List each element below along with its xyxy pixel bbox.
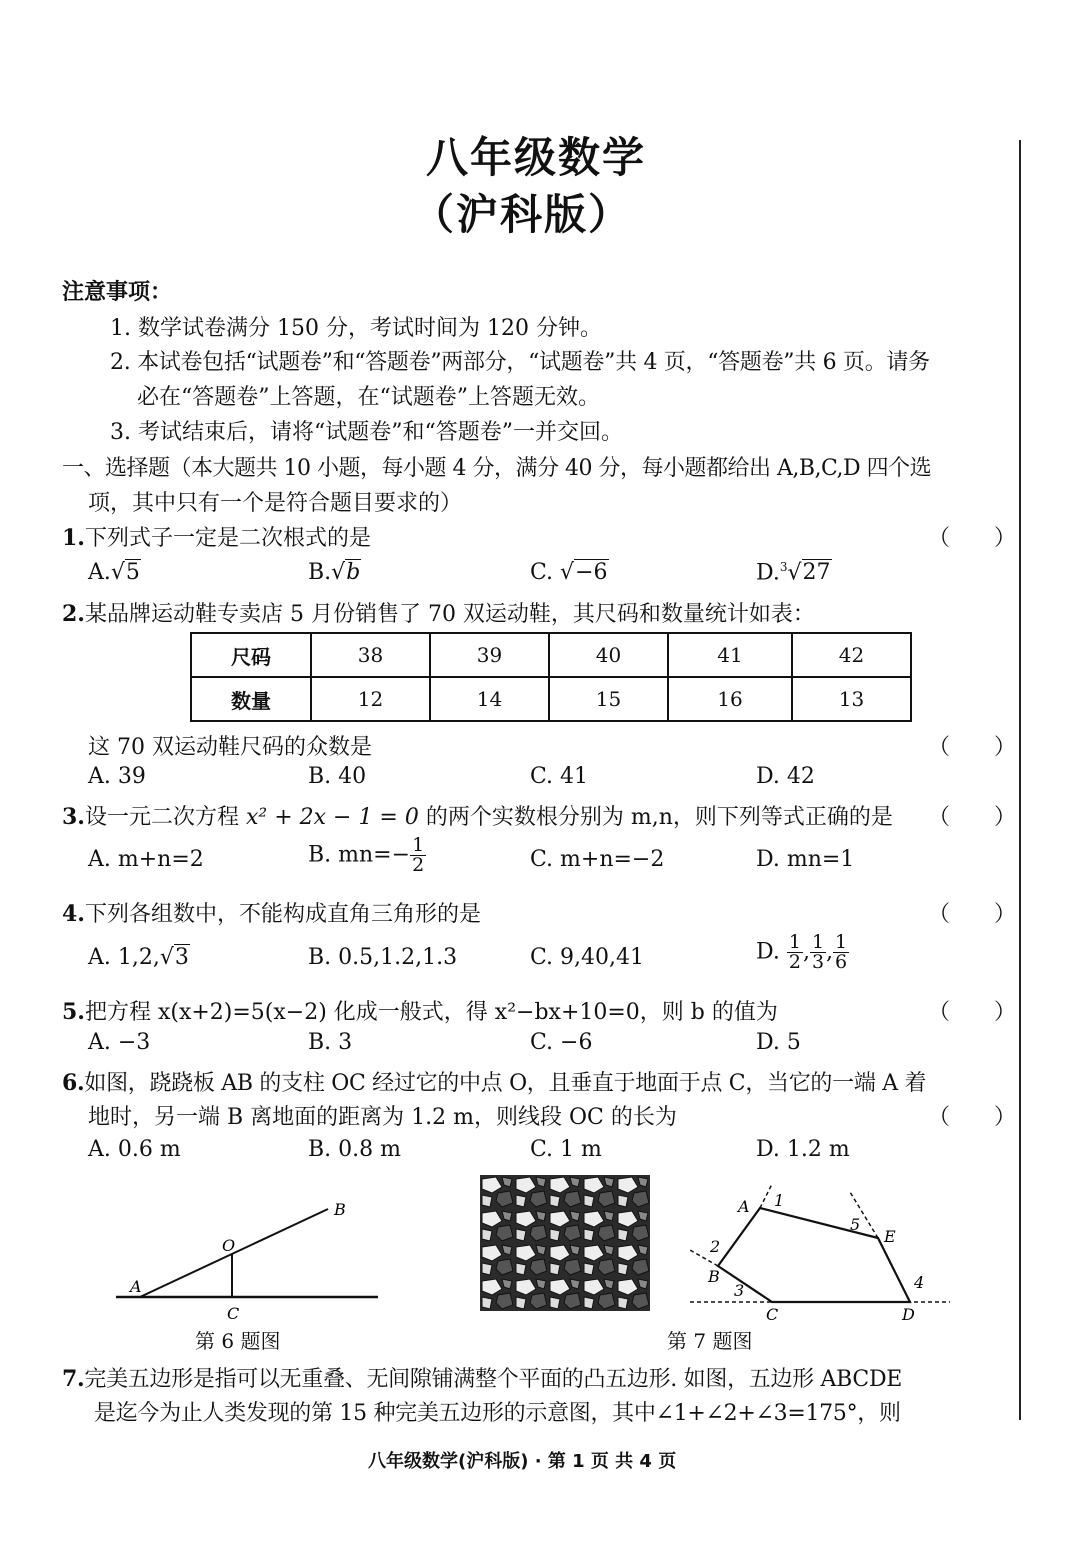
- option-label: C.: [530, 560, 554, 585]
- q6-option-a: A. 0.6 m: [88, 1137, 181, 1162]
- q4-option-d: D. $\frac{1}{2}$ , $\frac{1}{3}$ , $\frac{1}{6}$: [756, 931, 848, 973]
- q1-option-c: C. √−6: [530, 560, 608, 585]
- label-d: D: [902, 1305, 915, 1324]
- root-index: 3: [779, 560, 788, 574]
- q1-option-a: A.√5: [88, 560, 140, 585]
- fraction: [833, 933, 849, 972]
- q5-option-d: D. 5: [756, 1030, 801, 1055]
- question-5: [62, 995, 778, 1026]
- answer-blank: （ ）: [928, 735, 1017, 760]
- question-number: 5.: [62, 999, 85, 1025]
- label-e: E: [884, 1227, 896, 1246]
- section-heading-cont: 项，其中只有一个是符合题目要求的）: [88, 491, 463, 516]
- angle-5: 5: [850, 1215, 861, 1234]
- answer-blank: （ ）: [928, 805, 1017, 830]
- radicand: 5: [125, 560, 140, 585]
- fraction: [410, 836, 426, 875]
- question-4: [62, 897, 481, 928]
- angle-4: 4: [914, 1273, 925, 1292]
- question-stem: 把方程 x(x+2)=5(x−2) 化成一般式，得 x²−bx+10=0，则 b 的值为: [84, 1000, 778, 1025]
- fraction: [810, 933, 826, 972]
- size-table: [190, 632, 912, 722]
- fraction: [787, 933, 803, 972]
- label-a: A: [130, 1277, 142, 1296]
- question-number: 6.: [62, 1070, 85, 1096]
- q2-option-b: B. 40: [308, 764, 367, 789]
- notice-item-3: 3. 考试结束后，请将“试题卷”和“答题卷”一并交回。: [110, 420, 623, 445]
- radicand: 3: [174, 945, 189, 970]
- label-b: B: [334, 1200, 346, 1219]
- question-stem: 某品牌运动鞋专卖店 5 月份销售了 70 双运动鞋，其尺码和数量统计如表：: [84, 602, 815, 627]
- q3-option-d: D. mn=1: [756, 847, 855, 872]
- question-3: [62, 800, 893, 831]
- label-o: O: [222, 1236, 236, 1255]
- q2-option-d: D. 42: [756, 764, 815, 789]
- option-label: B.: [308, 560, 332, 585]
- question-6-cont: 地时，另一端 B 离地面的距离为 1.2 m，则线段 OC 的长为: [88, 1105, 677, 1130]
- row-header: 尺码: [191, 633, 311, 677]
- q1-option-b: B.√b: [308, 560, 361, 585]
- notice-item-2: 2. 本试卷包括“试题卷”和“答题卷”两部分，“试题卷”共 4 页，“答题卷”共 6 页。请务: [110, 350, 930, 375]
- table-row: [191, 677, 911, 721]
- table-cell: 41: [668, 633, 792, 677]
- q2-option-a: A. 39: [88, 764, 146, 789]
- option-label: D.: [756, 560, 780, 586]
- answer-blank: （ ）: [928, 1105, 1017, 1130]
- figure-7-pentagon: [680, 1178, 955, 1328]
- dashed-ext-a: [760, 1184, 772, 1208]
- page-title: 八年级数学: [426, 133, 647, 182]
- label-b: B: [708, 1267, 720, 1286]
- denominator: 2: [412, 854, 425, 876]
- answer-blank: （ ）: [928, 902, 1017, 927]
- question-number: 1.: [62, 525, 85, 551]
- question-7-cont: 是迄今为止人类发现的第 15 种完美五边形的示意图，其中∠1+∠2+∠3=175°，则: [94, 1401, 901, 1426]
- numerator: 1: [788, 931, 801, 953]
- table-cell: 40: [549, 633, 668, 677]
- question-stem: 完美五边形是指可以无重叠、无间隙铺满整个平面的凸五边形. 如图，五边形 ABCDE: [84, 1367, 903, 1392]
- question-2: [62, 597, 815, 628]
- notice-item-1: 1. 数学试卷满分 150 分，考试时间为 120 分钟。: [110, 316, 602, 341]
- question-stem: 下列式子一定是二次根式的是: [84, 526, 371, 551]
- angle-3: 3: [734, 1281, 745, 1300]
- label-a: A: [738, 1197, 750, 1216]
- q3-option-b: [308, 836, 426, 875]
- table-cell: 39: [430, 633, 549, 677]
- table-cell: 38: [311, 633, 430, 677]
- table-cell: 15: [549, 677, 668, 721]
- q3-option-c: C. m+n=−2: [530, 847, 665, 872]
- denominator: 3: [811, 951, 825, 973]
- margin-line: [1019, 140, 1021, 1420]
- question-number: 4.: [62, 901, 85, 927]
- question-number: 2.: [62, 601, 85, 627]
- radicand: b: [346, 560, 361, 585]
- q5-option-a: A. −3: [88, 1030, 151, 1055]
- table-cell: 16: [668, 677, 792, 721]
- table-cell: 13: [792, 677, 911, 721]
- q6-option-b: B. 0.8 m: [308, 1137, 401, 1162]
- q2-option-c: C. 41: [530, 764, 589, 789]
- q6-option-d: D. 1.2 m: [756, 1137, 850, 1162]
- label-c: C: [766, 1305, 779, 1324]
- figure-7-caption: 第 7 题图: [667, 1329, 753, 1353]
- table-row: [191, 633, 911, 677]
- notice-heading: 注意事项：: [62, 280, 173, 305]
- question-stem: 下列各组数中，不能构成直角三角形的是: [84, 902, 481, 927]
- q2-stem-2: 这 70 双运动鞋尺码的众数是: [88, 735, 372, 760]
- notice-item-2-cont: 必在“答题卷”上答题，在“试题卷”上答题无效。: [137, 385, 600, 410]
- tiling-pattern: [480, 1175, 650, 1311]
- option-text: B. mn=−: [308, 842, 411, 868]
- table-cell: 42: [792, 633, 911, 677]
- q3-option-a: A. m+n=2: [88, 847, 204, 872]
- question-1: [62, 521, 371, 552]
- answer-blank: （ ）: [928, 526, 1017, 551]
- figure-6-seesaw: [110, 1195, 390, 1325]
- label-c: C: [227, 1304, 240, 1323]
- q4-option-b: B. 0.5,1.2,1.3: [308, 945, 458, 970]
- option-label: D.: [756, 939, 780, 965]
- q1-option-d: D.$^3$√27: [756, 560, 831, 586]
- page-subtitle: （沪科版）: [412, 190, 633, 239]
- q5-option-c: C. −6: [530, 1030, 593, 1055]
- table-cell: 14: [430, 677, 549, 721]
- option-label: A.: [88, 560, 111, 585]
- equation: x² + 2x − 1 = 0: [245, 805, 419, 830]
- pentagon-tiling-image: [480, 1175, 650, 1311]
- numerator: 1: [835, 931, 848, 953]
- question-6: [62, 1066, 926, 1097]
- question-stem: 设一元二次方程: [84, 805, 246, 830]
- question-number: 7.: [62, 1366, 85, 1392]
- page-footer: 八年级数学(沪科版) · 第 1 页 共 4 页: [368, 1451, 677, 1472]
- figure-6-caption: 第 6 题图: [195, 1329, 281, 1353]
- numerator: 1: [412, 834, 425, 856]
- q4-option-a: A. 1,2,√3: [88, 945, 189, 970]
- answer-blank: （ ）: [928, 1000, 1017, 1025]
- option-text: A. 1,2,: [88, 945, 160, 970]
- radicand: −6: [575, 560, 608, 585]
- question-7: [62, 1362, 902, 1393]
- row-header: 数量: [191, 677, 311, 721]
- question-stem: 如图，跷跷板 AB 的支柱 OC 经过它的中点 O，且垂直于地面于点 C，当它的一端 A 着: [84, 1071, 927, 1096]
- denominator: 6: [835, 951, 848, 973]
- denominator: 2: [788, 951, 801, 973]
- q6-option-c: C. 1 m: [530, 1137, 602, 1162]
- q4-option-c: C. 9,40,41: [530, 945, 645, 970]
- question-number: 3.: [62, 804, 85, 830]
- radicand: 27: [802, 560, 831, 586]
- section-heading: 一、选择题（本大题共 10 小题，每小题 4 分，满分 40 分，每小题都给出 A,B,C,D 四个选: [62, 456, 932, 481]
- angle-2: 2: [710, 1237, 721, 1256]
- q5-option-b: B. 3: [308, 1030, 353, 1055]
- angle-1: 1: [774, 1191, 785, 1210]
- pentagon-abcde: [718, 1208, 910, 1302]
- question-stem-cont: 的两个实数根分别为 m,n，则下列等式正确的是: [418, 805, 893, 830]
- table-cell: 12: [311, 677, 430, 721]
- numerator: 1: [811, 931, 825, 953]
